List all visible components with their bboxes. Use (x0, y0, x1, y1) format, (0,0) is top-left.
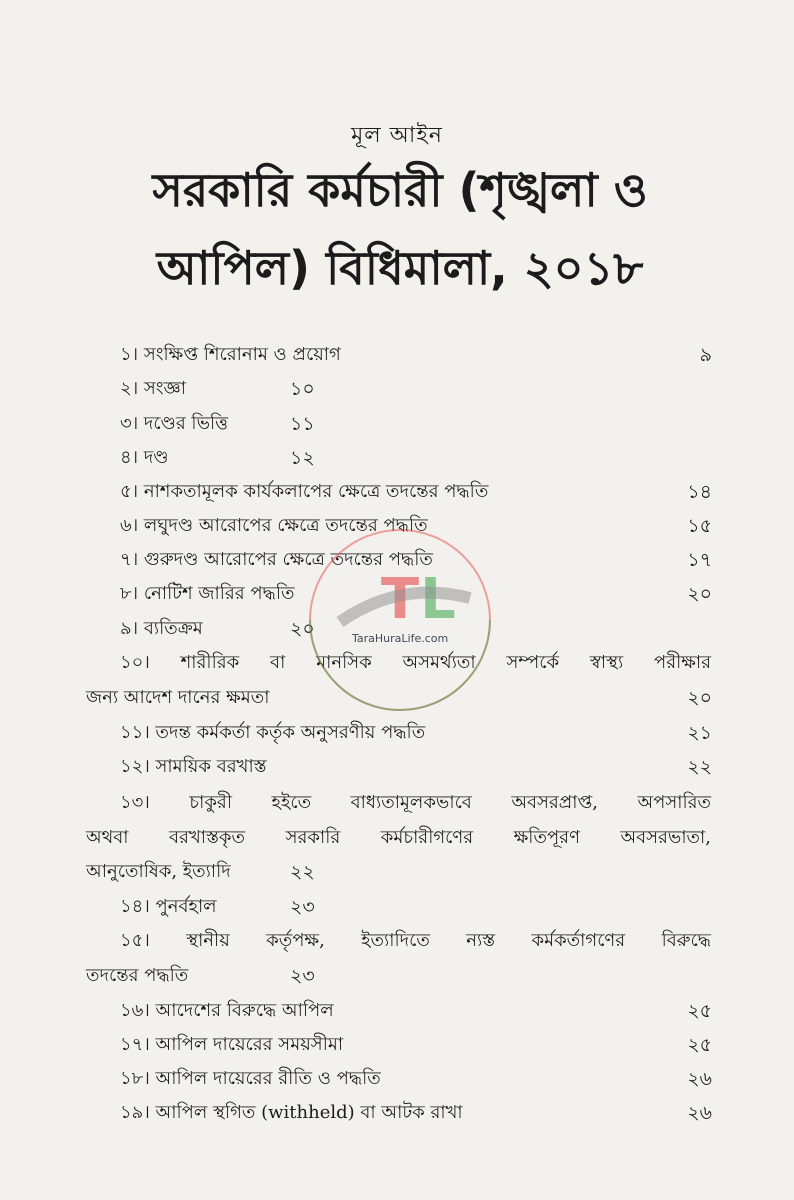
toc-entry-label: ১৫। স্থানীয় কর্তৃপক্ষ, ইত্যাদিতে ন্যস্ত কর্মকর্তাগণের বিরুদ্ধে (120, 930, 711, 951)
toc-entry-page: ২৩ (290, 896, 315, 918)
watermark-logo (300, 520, 500, 720)
toc-entry-label: ১৭। আপিল দায়েরের সময়সীমা (120, 1034, 344, 1055)
toc-entry-label: ১৪। পুনর্বহাল (120, 896, 217, 917)
toc-entry-label: ১০। শারীরিক বা মানসিক অসমর্থ্যতা সম্পর্কে স্বাস্থ্য পরীক্ষার (120, 652, 711, 673)
toc-entry-label: ১২। সাময়িক বরখাস্ত (120, 756, 267, 777)
toc-entry-page: ১২ (290, 447, 315, 469)
toc-entry-label: ৯। ব্যতিক্রম (120, 618, 203, 639)
toc-entry-page: ২০ (687, 687, 712, 709)
toc-entry-page: ২৬ (687, 1102, 712, 1124)
toc-entry-continuation: তদন্তের পদ্ধতি (86, 965, 189, 986)
toc-entry-label: ৬। লঘুদণ্ড আরোপের ক্ষেত্রে তদন্তের পদ্ধতি (120, 515, 428, 536)
toc-entry-page: ২৩ (290, 965, 315, 987)
svg-text:L: L (420, 567, 456, 632)
toc-entry-page: ১১ (290, 413, 315, 435)
toc-entry-page: ১৭ (687, 549, 712, 571)
toc-entry-continuation: আনুতোষিক, ইত্যাদি (86, 861, 231, 882)
toc-entry-continuation: জন্য আদেশ দানের ক্ষমতা (86, 687, 270, 708)
toc-entry-label: ১৬। আদেশের বিরুদ্ধে আপিল (120, 1000, 334, 1021)
toc-entry-label: ১১। তদন্ত কর্মকর্তা কর্তৃক অনুসরণীয় পদ্ধতি (120, 722, 426, 743)
toc-entry-label: ১৩। চাকুরী হইতে বাধ্যতামূলকভাবে অবসরপ্রাপ্ত, অপসারিত (120, 792, 711, 813)
toc-entry-page: ২৫ (687, 1034, 712, 1056)
toc-entry-label: ৭। গুরুদণ্ড আরোপের ক্ষেত্রে তদন্তের পদ্ধতি (120, 549, 433, 570)
toc-entry-label: ২। সংজ্ঞা (120, 378, 186, 399)
toc-entry-continuation: অথবা বরখাস্তকৃত সরকারি কর্মচারীগণের ক্ষতিপূরণ অবসরভাতা, (86, 827, 711, 848)
toc-entry-page: ২০ (687, 583, 712, 605)
toc-entry-page: ১৫ (687, 515, 712, 537)
toc-entry-label: ৪। দণ্ড (120, 447, 169, 468)
toc-entry-page: ২৫ (687, 1000, 712, 1022)
toc-entry-page: ২১ (687, 722, 712, 744)
toc-entry-page: ১৪ (687, 481, 712, 503)
toc-entry-page: ২২ (687, 756, 712, 778)
toc-entry-label: ৫। নাশকতামূলক কার্যকলাপের ক্ষেত্রে তদন্তের পদ্ধতি (120, 481, 489, 502)
page-title-line-1: সরকারি কর্মচারী (শৃঙ্খলা ও (152, 163, 648, 217)
svg-text:T: T (380, 567, 420, 632)
toc-entry-label: ৩। দণ্ডের ভিত্তি (120, 413, 229, 434)
watermark-site-text: TaraHuraLife.com (352, 632, 449, 645)
toc-entry-page: ২২ (290, 861, 315, 883)
toc-entry-label: ১৮। আপিল দায়েরের রীতি ও পদ্ধতি (120, 1068, 381, 1089)
toc-entry-label: ১৯। আপিল স্থগিত (withheld) বা আটক রাখা (120, 1102, 463, 1123)
toc-entry-label: ১। সংক্ষিপ্ত শিরোনাম ও প্রয়োগ (120, 344, 341, 365)
overline-text: মূল আইন (351, 123, 443, 148)
toc-entry-label: ৮। নোটিশ জারির পদ্ধতি (120, 583, 295, 604)
toc-entry-page: ১০ (290, 378, 315, 400)
page-title-line-2: আপিল) বিধিমালা, ২০১৮ (156, 241, 644, 295)
toc-entry-page: ২০ (290, 618, 315, 640)
toc-entry-page: ২৬ (687, 1068, 712, 1090)
toc-entry-page: ৯ (699, 344, 712, 366)
